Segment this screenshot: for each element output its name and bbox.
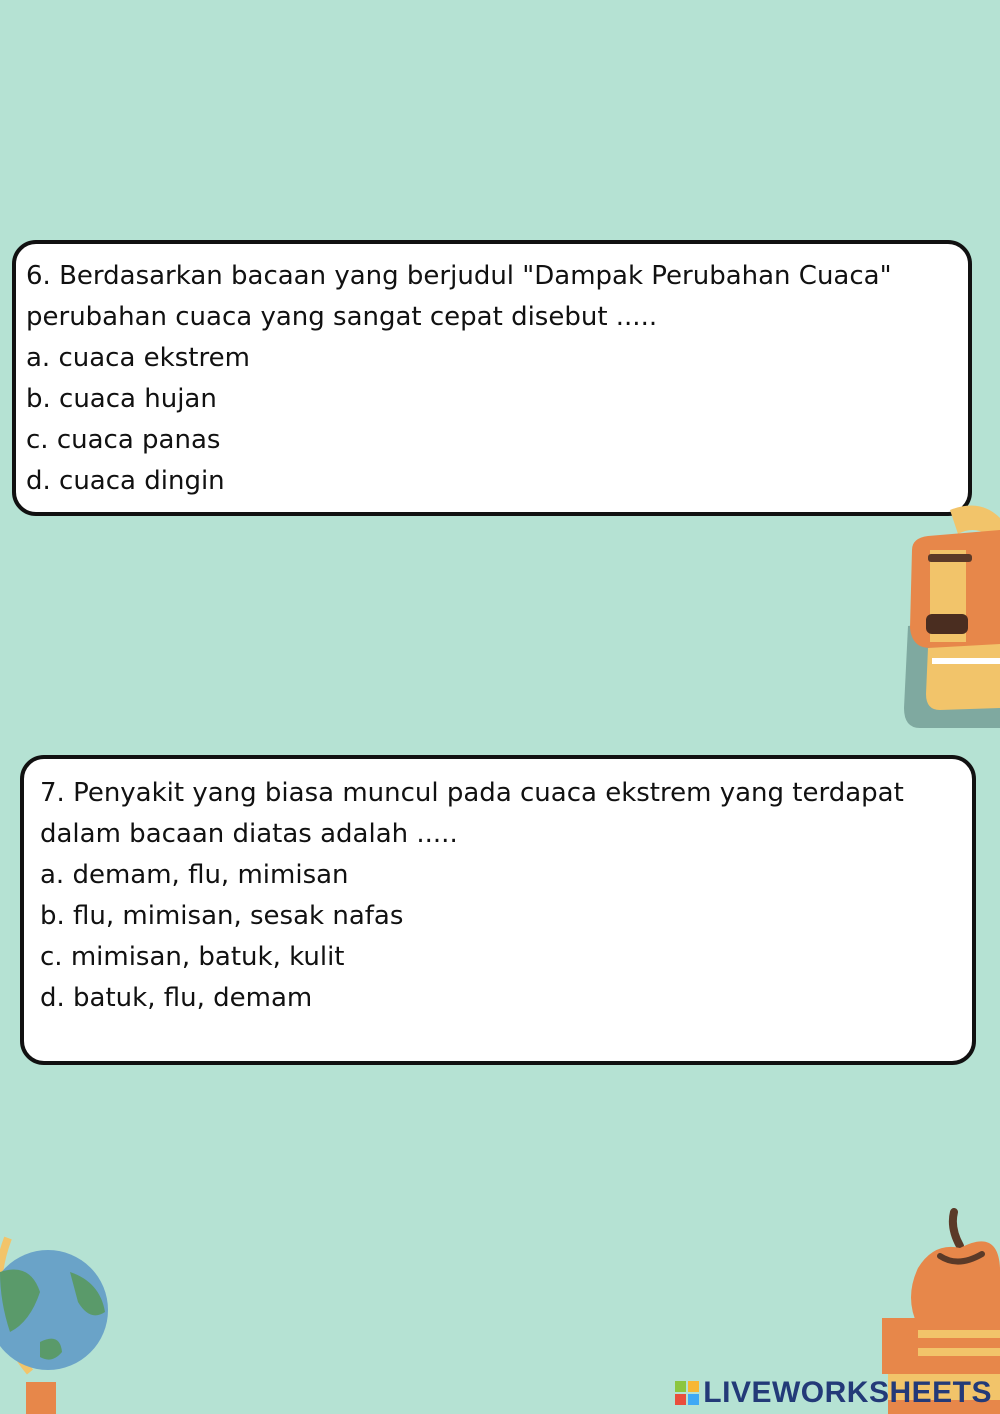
logo-square-l [675,1381,686,1392]
question-text: 6. Berdasarkan bacaan yang berjudul "Dampak Perubahan Cuaca" perubahan cuaca yang sangat cepat disebut ..... [26,261,892,332]
option-c[interactable]: c. mimisan, batuk, kulit [40,942,345,972]
option-d[interactable]: d. cuaca dingin [26,466,225,496]
question-card-6 [12,240,972,516]
logo-square-i [688,1381,699,1392]
option-c[interactable]: c. cuaca panas [26,425,221,455]
option-d[interactable]: d. batuk, flu, demam [40,983,313,1013]
brand-name: LIVEWORKSHEETS [703,1376,992,1409]
question-card-7 [20,755,976,1065]
globe-illustration [0,1232,115,1414]
logo-square-e [688,1394,699,1405]
option-a[interactable]: a. demam, flu, mimisan [40,860,349,890]
question-text: 7. Penyakit yang biasa muncul pada cuaca ekstrem yang terdapat dalam bacaan diatas adalah ..... [40,778,904,849]
backpack-illustration [900,498,1000,733]
liveworksheets-brand [675,1376,992,1410]
option-b[interactable]: b. flu, mimisan, sesak nafas [40,901,404,931]
logo-square-v [675,1394,686,1405]
brand-logo [675,1381,699,1405]
option-b[interactable]: b. cuaca hujan [26,384,217,414]
option-a[interactable]: a. cuaca ekstrem [26,343,250,373]
